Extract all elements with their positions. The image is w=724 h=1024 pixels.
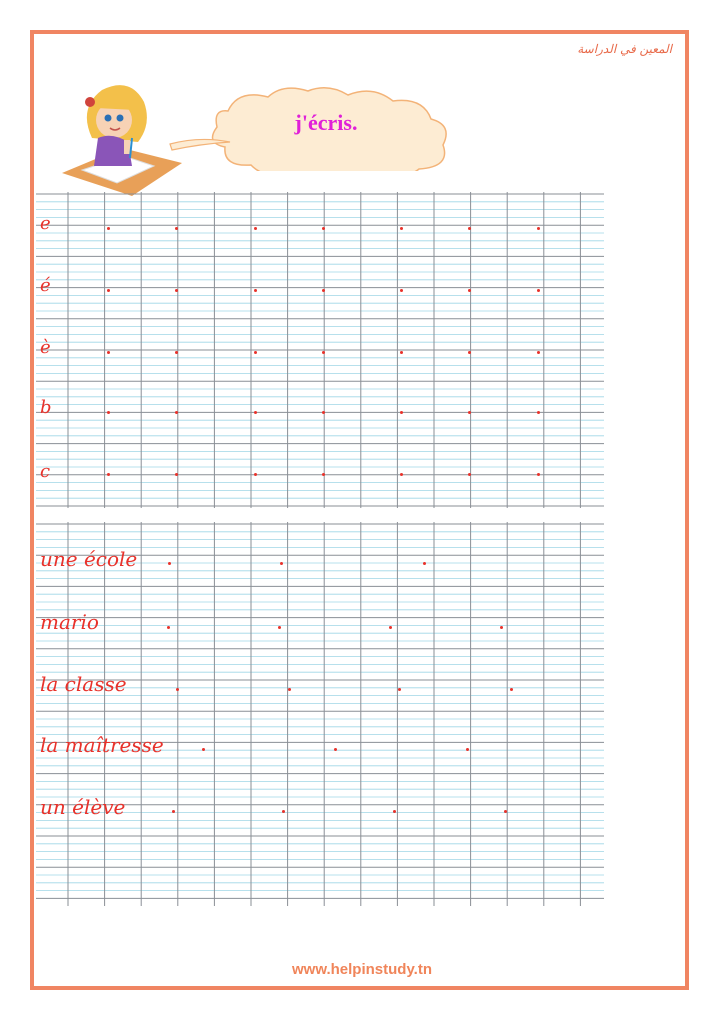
guide-dot bbox=[202, 748, 205, 751]
guide-dot bbox=[254, 473, 257, 476]
guide-dot bbox=[468, 411, 471, 414]
guide-dot bbox=[537, 289, 540, 292]
guide-dot bbox=[322, 473, 325, 476]
guide-dot bbox=[176, 688, 179, 691]
guide-dot bbox=[468, 351, 471, 354]
guide-dot bbox=[400, 227, 403, 230]
guide-dot bbox=[468, 473, 471, 476]
guide-dot bbox=[393, 810, 396, 813]
word-row-label-une-ecole: une école bbox=[40, 547, 138, 571]
guide-dot bbox=[468, 289, 471, 292]
guide-dot bbox=[254, 351, 257, 354]
guide-dot bbox=[537, 411, 540, 414]
words-grid bbox=[36, 522, 604, 906]
guide-dot bbox=[400, 351, 403, 354]
guide-dot bbox=[107, 351, 110, 354]
guide-dot bbox=[172, 810, 175, 813]
guide-dot bbox=[322, 351, 325, 354]
guide-dot bbox=[468, 227, 471, 230]
letter-row-label-c: c bbox=[40, 461, 51, 482]
guide-dot bbox=[282, 810, 285, 813]
guide-dot bbox=[322, 227, 325, 230]
guide-dot bbox=[168, 562, 171, 565]
letter-row-label-e: e bbox=[40, 213, 51, 234]
guide-dot bbox=[398, 688, 401, 691]
guide-dot bbox=[107, 473, 110, 476]
letter-row-label-e-acute: é bbox=[40, 275, 51, 296]
guide-dot bbox=[280, 562, 283, 565]
guide-dot bbox=[389, 626, 392, 629]
guide-dot bbox=[288, 688, 291, 691]
worksheet-title: j'écris. bbox=[294, 110, 358, 135]
guide-dot bbox=[175, 289, 178, 292]
letter-row-label-e-grave: è bbox=[40, 337, 51, 358]
guide-dot bbox=[322, 411, 325, 414]
letters-grid bbox=[36, 192, 604, 508]
guide-dot bbox=[400, 289, 403, 292]
guide-dot bbox=[254, 411, 257, 414]
guide-dot bbox=[167, 626, 170, 629]
guide-dot bbox=[254, 289, 257, 292]
guide-dot bbox=[400, 411, 403, 414]
guide-dot bbox=[278, 626, 281, 629]
guide-dot bbox=[175, 227, 178, 230]
words-grid-lines bbox=[36, 522, 604, 906]
guide-dot bbox=[175, 351, 178, 354]
footer-website: www.helpinstudy.tn bbox=[292, 961, 432, 978]
header-arabic-title: المعين في الدراسة bbox=[577, 42, 672, 56]
guide-dot bbox=[423, 562, 426, 565]
guide-dot bbox=[400, 473, 403, 476]
guide-dot bbox=[466, 748, 469, 751]
girl-writing-illustration bbox=[62, 78, 182, 198]
guide-dot bbox=[510, 688, 513, 691]
word-row-label-la-maitresse: la maîtresse bbox=[40, 733, 164, 757]
guide-dot bbox=[107, 289, 110, 292]
letter-row-label-b: b bbox=[40, 397, 52, 418]
guide-dot bbox=[504, 810, 507, 813]
guide-dot bbox=[537, 473, 540, 476]
guide-dot bbox=[537, 227, 540, 230]
guide-dot bbox=[175, 473, 178, 476]
guide-dot bbox=[537, 351, 540, 354]
word-row-label-la-classe: la classe bbox=[40, 672, 127, 696]
guide-dot bbox=[334, 748, 337, 751]
letters-grid-lines bbox=[36, 192, 604, 508]
word-row-label-un-eleve: un élève bbox=[40, 795, 126, 819]
guide-dot bbox=[175, 411, 178, 414]
guide-dot bbox=[107, 227, 110, 230]
guide-dot bbox=[107, 411, 110, 414]
word-row-label-mario: mario bbox=[40, 610, 99, 634]
guide-dot bbox=[322, 289, 325, 292]
guide-dot bbox=[500, 626, 503, 629]
guide-dot bbox=[254, 227, 257, 230]
